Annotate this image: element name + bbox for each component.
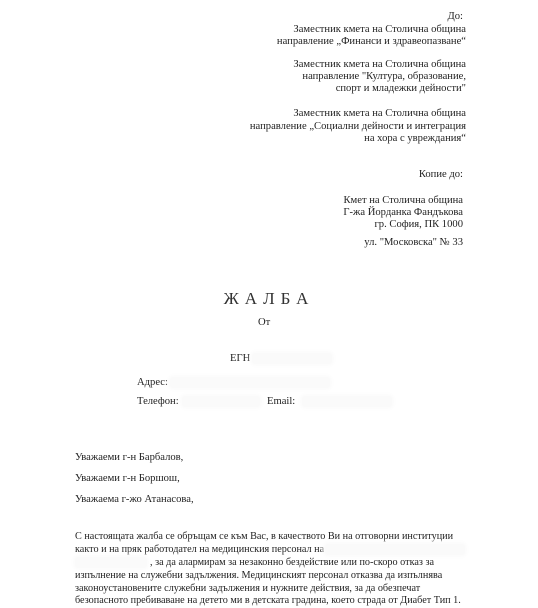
body-line-2: както и на пряк работодател на медицинския персонал на [75,544,325,555]
from-label: От [258,317,271,328]
copies-line-3: гр. София, ПК 1000 [374,219,463,230]
email-redacted [302,396,392,407]
institution-redacted-2 [75,557,147,568]
greeting-1: Уважаеми г-н Барбалов, [75,452,184,463]
egn-label: ЕГН [230,353,251,364]
greeting-2: Уважаеми г-н Боршош, [75,473,180,484]
address-redacted [170,377,330,388]
addressee-3-line-2: направление „Социални дейности и интеграция [249,121,466,132]
body-line-6: безопасното пребиваване на детето ми в детската градина, което страда от Диабет Тип 1. [75,595,461,606]
copies-line-2: Г-жа Йорданка Фандъкова [343,207,463,218]
address-label: Адрес: [137,377,168,388]
addressee-1-line-1: Заместник кмета на Столична община [293,24,466,35]
addressee-3-line-3: на хора с увреждания“ [364,133,466,144]
greeting-3: Уважаема г-жо Атанасова, [75,494,194,505]
addressee-2-line-2: направление "Култура, образование, [302,71,466,82]
phone-redacted [182,396,260,407]
body-line-5: законоустановените служебни задължения и нужните действия, за да обезпечат [75,583,421,594]
copies-line-1: Кмет на Столична община [343,195,463,206]
body-line-1: С настоящата жалба се обръщам се към Вас, в качеството Ви на отговорни институции [75,531,454,542]
email-label: Email: [267,396,296,407]
addressee-1-line-2: направление „Финанси и здравеопазване“ [276,36,466,47]
copies-line-4: ул. "Московска" № 33 [364,237,463,248]
to-label: До: [447,11,463,22]
addressee-2-line-3: спорт и младежки дейности" [335,83,466,94]
institution-redacted-1 [325,544,465,555]
addressee-3-line-1: Заместник кмета на Столична община [293,108,466,119]
addressee-2-line-1: Заместник кмета на Столична община [293,59,466,70]
document-title: ЖАЛБА [223,289,315,308]
phone-label: Телефон: [137,396,179,407]
body-line-3: , за да алармирам за незаконно бездействие или по-скоро отказ за [150,557,435,568]
body-line-4: изпълнение на служебни задължения. Медицинският персонал отказва да изпълнява [75,570,443,581]
egn-redacted [252,353,332,364]
copies-label: Копие до: [418,169,463,180]
